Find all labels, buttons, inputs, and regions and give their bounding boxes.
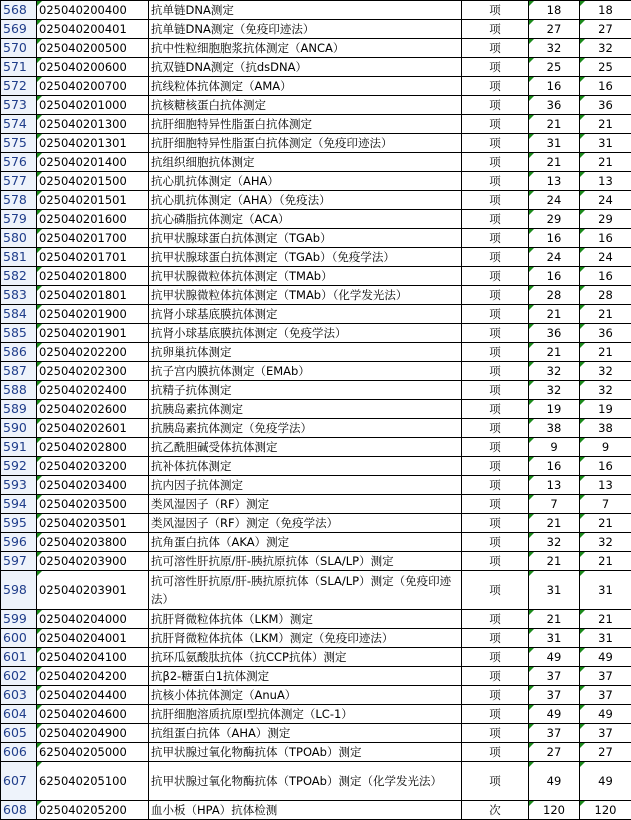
- price-cell-1[interactable]: 16: [529, 267, 580, 286]
- row-number-cell[interactable]: 578: [1, 191, 37, 210]
- price-cell-1[interactable]: 49: [529, 762, 580, 801]
- table-row[interactable]: [1, 533, 631, 552]
- item-name-cell[interactable]: 抗胰岛素抗体测定: [149, 400, 462, 419]
- row-number-cell[interactable]: 585: [1, 324, 37, 343]
- price-cell-2[interactable]: 120: [580, 801, 631, 820]
- price-cell-1[interactable]: 37: [529, 724, 580, 743]
- unit-cell[interactable]: 项: [462, 77, 529, 96]
- item-name-cell[interactable]: 抗双链DNA测定（抗dsDNA）: [149, 58, 462, 77]
- unit-cell[interactable]: 项: [462, 514, 529, 533]
- table-row[interactable]: [1, 153, 631, 172]
- item-name-cell[interactable]: 抗肝细胞特异性脂蛋白抗体测定: [149, 115, 462, 134]
- row-number-cell[interactable]: 589: [1, 400, 37, 419]
- table-row[interactable]: [1, 96, 631, 115]
- item-name-cell[interactable]: 血小板（HPA）抗体检测: [149, 801, 462, 820]
- item-name-cell[interactable]: 抗核小体抗体测定（AnuA）: [149, 686, 462, 705]
- row-number-cell[interactable]: 582: [1, 267, 37, 286]
- price-cell-1[interactable]: 13: [529, 476, 580, 495]
- table-row[interactable]: [1, 172, 631, 191]
- table-row[interactable]: [1, 457, 631, 476]
- item-code-cell[interactable]: 025040201800: [37, 267, 149, 286]
- item-name-cell[interactable]: 抗内因子抗体测定: [149, 476, 462, 495]
- table-row[interactable]: [1, 362, 631, 381]
- row-number-cell[interactable]: 568: [1, 1, 37, 20]
- price-cell-2[interactable]: 21: [580, 115, 631, 134]
- item-name-cell[interactable]: 抗甲状腺过氧化物酶抗体（TPOAb）测定: [149, 743, 462, 762]
- item-name-cell[interactable]: 抗组蛋白抗体（AHA）测定: [149, 724, 462, 743]
- price-cell-1[interactable]: 31: [529, 571, 580, 610]
- item-code-cell[interactable]: 025040202300: [37, 362, 149, 381]
- row-number-cell[interactable]: 569: [1, 20, 37, 39]
- unit-cell[interactable]: 项: [462, 476, 529, 495]
- price-cell-2[interactable]: 24: [580, 248, 631, 267]
- price-cell-2[interactable]: 28: [580, 286, 631, 305]
- item-code-cell[interactable]: 025040204100: [37, 648, 149, 667]
- table-row[interactable]: [1, 400, 631, 419]
- table-row[interactable]: [1, 438, 631, 457]
- price-cell-1[interactable]: 18: [529, 1, 580, 20]
- item-name-cell[interactable]: 抗环瓜氨酸肽抗体（抗CCP抗体）测定: [149, 648, 462, 667]
- item-name-cell[interactable]: 抗甲状腺球蛋白抗体测定（TGAb）: [149, 229, 462, 248]
- unit-cell[interactable]: 项: [462, 381, 529, 400]
- unit-cell[interactable]: 项: [462, 419, 529, 438]
- item-code-cell[interactable]: 025040200600: [37, 58, 149, 77]
- price-cell-2[interactable]: 32: [580, 39, 631, 58]
- table-row[interactable]: [1, 743, 631, 762]
- table-row[interactable]: [1, 476, 631, 495]
- unit-cell[interactable]: 项: [462, 39, 529, 58]
- item-name-cell[interactable]: 抗肝细胞特异性脂蛋白抗体测定（免疫印迹法）: [149, 134, 462, 153]
- item-name-cell[interactable]: 抗心肌抗体测定（AHA）（免疫法）: [149, 191, 462, 210]
- item-code-cell[interactable]: 025040202601: [37, 419, 149, 438]
- item-name-cell[interactable]: 抗可溶性肝抗原/肝-胰抗原抗体（SLA/LP）测定（免疫印迹法）: [149, 571, 462, 610]
- item-code-cell[interactable]: 025040203900: [37, 552, 149, 571]
- price-cell-2[interactable]: 13: [580, 476, 631, 495]
- price-cell-1[interactable]: 21: [529, 115, 580, 134]
- item-name-cell[interactable]: 抗心磷脂抗体测定（ACA）: [149, 210, 462, 229]
- item-name-cell[interactable]: 抗单链DNA测定: [149, 1, 462, 20]
- table-row[interactable]: [1, 552, 631, 571]
- price-cell-2[interactable]: 24: [580, 191, 631, 210]
- item-code-cell[interactable]: 025040202200: [37, 343, 149, 362]
- item-name-cell[interactable]: 抗中性粒细胞胞浆抗体测定（ANCA）: [149, 39, 462, 58]
- item-name-cell[interactable]: 抗胰岛素抗体测定（免疫学法）: [149, 419, 462, 438]
- price-cell-2[interactable]: 49: [580, 762, 631, 801]
- table-row[interactable]: [1, 134, 631, 153]
- item-code-cell[interactable]: 025040204900: [37, 724, 149, 743]
- item-code-cell[interactable]: 025040201900: [37, 305, 149, 324]
- price-cell-1[interactable]: 25: [529, 58, 580, 77]
- item-code-cell[interactable]: 025040201700: [37, 229, 149, 248]
- table-row[interactable]: [1, 58, 631, 77]
- price-cell-1[interactable]: 32: [529, 381, 580, 400]
- price-cell-2[interactable]: 37: [580, 667, 631, 686]
- item-name-cell[interactable]: 抗β2-糖蛋白1抗体测定: [149, 667, 462, 686]
- row-number-cell[interactable]: 573: [1, 96, 37, 115]
- item-code-cell[interactable]: 025040202800: [37, 438, 149, 457]
- item-code-cell[interactable]: 025040201500: [37, 172, 149, 191]
- table-row[interactable]: [1, 324, 631, 343]
- table-row[interactable]: [1, 801, 631, 820]
- row-number-cell[interactable]: 571: [1, 58, 37, 77]
- row-number-cell[interactable]: 579: [1, 210, 37, 229]
- price-cell-1[interactable]: 49: [529, 705, 580, 724]
- price-cell-2[interactable]: 16: [580, 457, 631, 476]
- item-code-cell[interactable]: 025040201600: [37, 210, 149, 229]
- table-row[interactable]: [1, 77, 631, 96]
- item-code-cell[interactable]: 025040202600: [37, 400, 149, 419]
- item-code-cell[interactable]: 025040201901: [37, 324, 149, 343]
- unit-cell[interactable]: 项: [462, 667, 529, 686]
- row-number-cell[interactable]: 577: [1, 172, 37, 191]
- item-name-cell[interactable]: 抗核糖核蛋白抗体测定: [149, 96, 462, 115]
- unit-cell[interactable]: 项: [462, 724, 529, 743]
- price-cell-1[interactable]: 37: [529, 686, 580, 705]
- unit-cell[interactable]: 项: [462, 210, 529, 229]
- row-number-cell[interactable]: 592: [1, 457, 37, 476]
- row-number-cell[interactable]: 580: [1, 229, 37, 248]
- item-code-cell[interactable]: 025040205200: [37, 801, 149, 820]
- price-cell-2[interactable]: 36: [580, 96, 631, 115]
- row-number-cell[interactable]: 597: [1, 552, 37, 571]
- item-code-cell[interactable]: 025040201400: [37, 153, 149, 172]
- table-row[interactable]: [1, 610, 631, 629]
- price-cell-1[interactable]: 28: [529, 286, 580, 305]
- table-row[interactable]: [1, 248, 631, 267]
- unit-cell[interactable]: 项: [462, 762, 529, 801]
- item-code-cell[interactable]: 025040201501: [37, 191, 149, 210]
- item-code-cell[interactable]: 025040203501: [37, 514, 149, 533]
- price-cell-2[interactable]: 16: [580, 229, 631, 248]
- unit-cell[interactable]: 项: [462, 286, 529, 305]
- price-cell-2[interactable]: 36: [580, 324, 631, 343]
- table-row[interactable]: [1, 762, 631, 801]
- price-cell-1[interactable]: 16: [529, 229, 580, 248]
- item-name-cell[interactable]: 抗可溶性肝抗原/肝-胰抗原抗体（SLA/LP）测定: [149, 552, 462, 571]
- price-cell-1[interactable]: 36: [529, 324, 580, 343]
- table-row[interactable]: [1, 286, 631, 305]
- item-code-cell[interactable]: 025040204000: [37, 610, 149, 629]
- table-row[interactable]: [1, 210, 631, 229]
- price-cell-2[interactable]: 21: [580, 610, 631, 629]
- price-cell-2[interactable]: 31: [580, 629, 631, 648]
- price-cell-2[interactable]: 21: [580, 514, 631, 533]
- unit-cell[interactable]: 项: [462, 495, 529, 514]
- unit-cell[interactable]: 次: [462, 801, 529, 820]
- price-cell-2[interactable]: 7: [580, 495, 631, 514]
- row-number-cell[interactable]: 595: [1, 514, 37, 533]
- item-code-cell[interactable]: 025040203901: [37, 571, 149, 610]
- item-name-cell[interactable]: 抗组织细胞抗体测定: [149, 153, 462, 172]
- unit-cell[interactable]: 项: [462, 248, 529, 267]
- item-code-cell[interactable]: 025040200401: [37, 20, 149, 39]
- item-code-cell[interactable]: 025040202400: [37, 381, 149, 400]
- table-row[interactable]: [1, 686, 631, 705]
- price-cell-1[interactable]: 36: [529, 96, 580, 115]
- unit-cell[interactable]: 项: [462, 457, 529, 476]
- item-name-cell[interactable]: 抗甲状腺微粒体抗体测定（TMAb）: [149, 267, 462, 286]
- table-row[interactable]: [1, 229, 631, 248]
- row-number-cell[interactable]: 586: [1, 343, 37, 362]
- row-number-cell[interactable]: 581: [1, 248, 37, 267]
- unit-cell[interactable]: 项: [462, 743, 529, 762]
- item-code-cell[interactable]: 025040203200: [37, 457, 149, 476]
- unit-cell[interactable]: 项: [462, 438, 529, 457]
- price-cell-1[interactable]: 21: [529, 552, 580, 571]
- price-cell-1[interactable]: 32: [529, 39, 580, 58]
- row-number-cell[interactable]: 594: [1, 495, 37, 514]
- row-number-cell[interactable]: 572: [1, 77, 37, 96]
- price-cell-2[interactable]: 32: [580, 381, 631, 400]
- item-name-cell[interactable]: 抗乙酰胆碱受体抗体测定: [149, 438, 462, 457]
- unit-cell[interactable]: 项: [462, 533, 529, 552]
- item-code-cell[interactable]: 025040201801: [37, 286, 149, 305]
- unit-cell[interactable]: 项: [462, 610, 529, 629]
- price-cell-1[interactable]: 38: [529, 419, 580, 438]
- price-cell-2[interactable]: 27: [580, 20, 631, 39]
- row-number-cell[interactable]: 596: [1, 533, 37, 552]
- table-row[interactable]: [1, 267, 631, 286]
- item-code-cell[interactable]: 625040205000: [37, 743, 149, 762]
- item-name-cell[interactable]: 抗补体抗体测定: [149, 457, 462, 476]
- price-cell-1[interactable]: 120: [529, 801, 580, 820]
- item-name-cell[interactable]: 抗甲状腺过氧化物酶抗体（TPOAb）测定（化学发光法）: [149, 762, 462, 801]
- item-name-cell[interactable]: 抗甲状腺球蛋白抗体测定（TGAb）（免疫学法）: [149, 248, 462, 267]
- price-cell-2[interactable]: 49: [580, 648, 631, 667]
- price-cell-2[interactable]: 25: [580, 58, 631, 77]
- price-cell-1[interactable]: 24: [529, 248, 580, 267]
- price-cell-2[interactable]: 16: [580, 267, 631, 286]
- price-cell-2[interactable]: 9: [580, 438, 631, 457]
- row-number-cell[interactable]: 607: [1, 762, 37, 801]
- unit-cell[interactable]: 项: [462, 20, 529, 39]
- unit-cell[interactable]: 项: [462, 191, 529, 210]
- table-row[interactable]: [1, 571, 631, 610]
- unit-cell[interactable]: 项: [462, 400, 529, 419]
- price-cell-2[interactable]: 37: [580, 724, 631, 743]
- unit-cell[interactable]: 项: [462, 686, 529, 705]
- table-row[interactable]: [1, 191, 631, 210]
- row-number-cell[interactable]: 608: [1, 801, 37, 820]
- table-row[interactable]: [1, 20, 631, 39]
- item-name-cell[interactable]: 抗肾小球基底膜抗体测定: [149, 305, 462, 324]
- price-cell-1[interactable]: 9: [529, 438, 580, 457]
- item-code-cell[interactable]: 625040205100: [37, 762, 149, 801]
- unit-cell[interactable]: 项: [462, 552, 529, 571]
- unit-cell[interactable]: 项: [462, 58, 529, 77]
- price-cell-2[interactable]: 38: [580, 419, 631, 438]
- table-row[interactable]: [1, 667, 631, 686]
- unit-cell[interactable]: 项: [462, 629, 529, 648]
- row-number-cell[interactable]: 606: [1, 743, 37, 762]
- row-number-cell[interactable]: 600: [1, 629, 37, 648]
- row-number-cell[interactable]: 574: [1, 115, 37, 134]
- table-row[interactable]: [1, 495, 631, 514]
- item-code-cell[interactable]: 025040200500: [37, 39, 149, 58]
- price-cell-2[interactable]: 37: [580, 686, 631, 705]
- item-code-cell[interactable]: 025040201701: [37, 248, 149, 267]
- price-cell-1[interactable]: 37: [529, 667, 580, 686]
- price-cell-1[interactable]: 16: [529, 77, 580, 96]
- row-number-cell[interactable]: 601: [1, 648, 37, 667]
- price-cell-2[interactable]: 21: [580, 305, 631, 324]
- item-code-cell[interactable]: 025040204600: [37, 705, 149, 724]
- price-cell-1[interactable]: 13: [529, 172, 580, 191]
- item-code-cell[interactable]: 025040203500: [37, 495, 149, 514]
- row-number-cell[interactable]: 599: [1, 610, 37, 629]
- item-name-cell[interactable]: 抗子宫内膜抗体测定（EMAb）: [149, 362, 462, 381]
- table-row[interactable]: [1, 629, 631, 648]
- row-number-cell[interactable]: 605: [1, 724, 37, 743]
- table-row[interactable]: [1, 648, 631, 667]
- item-code-cell[interactable]: 025040201300: [37, 115, 149, 134]
- row-number-cell[interactable]: 576: [1, 153, 37, 172]
- unit-cell[interactable]: 项: [462, 1, 529, 20]
- price-cell-1[interactable]: 7: [529, 495, 580, 514]
- unit-cell[interactable]: 项: [462, 115, 529, 134]
- unit-cell[interactable]: 项: [462, 134, 529, 153]
- table-row[interactable]: [1, 514, 631, 533]
- item-name-cell[interactable]: 抗肝肾微粒体抗体（LKM）测定（免疫印迹法）: [149, 629, 462, 648]
- unit-cell[interactable]: 项: [462, 96, 529, 115]
- item-name-cell[interactable]: 抗心肌抗体测定（AHA）: [149, 172, 462, 191]
- price-cell-1[interactable]: 16: [529, 457, 580, 476]
- item-code-cell[interactable]: 025040201000: [37, 96, 149, 115]
- row-number-cell[interactable]: 593: [1, 476, 37, 495]
- table-row[interactable]: [1, 115, 631, 134]
- price-cell-1[interactable]: 31: [529, 629, 580, 648]
- row-number-cell[interactable]: 588: [1, 381, 37, 400]
- row-number-cell[interactable]: 590: [1, 419, 37, 438]
- table-row[interactable]: [1, 39, 631, 58]
- item-name-cell[interactable]: 类风湿因子（RF）测定: [149, 495, 462, 514]
- price-cell-1[interactable]: 21: [529, 305, 580, 324]
- item-code-cell[interactable]: 025040204001: [37, 629, 149, 648]
- row-number-cell[interactable]: 583: [1, 286, 37, 305]
- item-code-cell[interactable]: 025040200700: [37, 77, 149, 96]
- table-row[interactable]: [1, 419, 631, 438]
- unit-cell[interactable]: 项: [462, 343, 529, 362]
- price-cell-2[interactable]: 31: [580, 571, 631, 610]
- row-number-cell[interactable]: 591: [1, 438, 37, 457]
- price-cell-2[interactable]: 31: [580, 134, 631, 153]
- price-cell-2[interactable]: 16: [580, 77, 631, 96]
- price-cell-1[interactable]: 24: [529, 191, 580, 210]
- price-cell-1[interactable]: 32: [529, 362, 580, 381]
- item-code-cell[interactable]: 025040203400: [37, 476, 149, 495]
- item-code-cell[interactable]: 025040201301: [37, 134, 149, 153]
- price-cell-1[interactable]: 29: [529, 210, 580, 229]
- table-row[interactable]: [1, 705, 631, 724]
- price-cell-1[interactable]: 49: [529, 648, 580, 667]
- item-name-cell[interactable]: 抗肾小球基底膜抗体测定（免疫学法）: [149, 324, 462, 343]
- price-cell-1[interactable]: 19: [529, 400, 580, 419]
- unit-cell[interactable]: 项: [462, 267, 529, 286]
- table-row[interactable]: [1, 381, 631, 400]
- table-row[interactable]: [1, 343, 631, 362]
- row-number-cell[interactable]: 598: [1, 571, 37, 610]
- item-name-cell[interactable]: 抗精子抗体测定: [149, 381, 462, 400]
- item-code-cell[interactable]: 025040203800: [37, 533, 149, 552]
- price-cell-1[interactable]: 21: [529, 514, 580, 533]
- unit-cell[interactable]: 项: [462, 324, 529, 343]
- item-code-cell[interactable]: 025040200400: [37, 1, 149, 20]
- price-cell-2[interactable]: 21: [580, 552, 631, 571]
- item-name-cell[interactable]: 类风湿因子（RF）测定（免疫学法）: [149, 514, 462, 533]
- price-cell-1[interactable]: 21: [529, 610, 580, 629]
- item-code-cell[interactable]: 025040204200: [37, 667, 149, 686]
- price-cell-2[interactable]: 27: [580, 743, 631, 762]
- unit-cell[interactable]: 项: [462, 648, 529, 667]
- row-number-cell[interactable]: 603: [1, 686, 37, 705]
- unit-cell[interactable]: 项: [462, 705, 529, 724]
- price-cell-1[interactable]: 32: [529, 533, 580, 552]
- item-name-cell[interactable]: 抗甲状腺微粒体抗体测定（TMAb）（化学发光法）: [149, 286, 462, 305]
- item-name-cell[interactable]: 抗线粒体抗体测定（AMA）: [149, 77, 462, 96]
- row-number-cell[interactable]: 570: [1, 39, 37, 58]
- price-cell-1[interactable]: 21: [529, 343, 580, 362]
- item-code-cell[interactable]: 025040204400: [37, 686, 149, 705]
- price-cell-2[interactable]: 21: [580, 153, 631, 172]
- price-cell-2[interactable]: 32: [580, 533, 631, 552]
- row-number-cell[interactable]: 587: [1, 362, 37, 381]
- table-row[interactable]: [1, 1, 631, 20]
- unit-cell[interactable]: 项: [462, 305, 529, 324]
- item-name-cell[interactable]: 抗角蛋白抗体（AKA）测定: [149, 533, 462, 552]
- row-number-cell[interactable]: 575: [1, 134, 37, 153]
- row-number-cell[interactable]: 604: [1, 705, 37, 724]
- unit-cell[interactable]: 项: [462, 229, 529, 248]
- price-cell-2[interactable]: 29: [580, 210, 631, 229]
- price-cell-2[interactable]: 13: [580, 172, 631, 191]
- price-cell-2[interactable]: 32: [580, 362, 631, 381]
- row-number-cell[interactable]: 602: [1, 667, 37, 686]
- price-cell-1[interactable]: 27: [529, 743, 580, 762]
- unit-cell[interactable]: 项: [462, 571, 529, 610]
- price-cell-1[interactable]: 31: [529, 134, 580, 153]
- price-cell-2[interactable]: 21: [580, 343, 631, 362]
- price-cell-2[interactable]: 49: [580, 705, 631, 724]
- item-name-cell[interactable]: 抗肝肾微粒体抗体（LKM）测定: [149, 610, 462, 629]
- item-name-cell[interactable]: 抗卵巢抗体测定: [149, 343, 462, 362]
- unit-cell[interactable]: 项: [462, 153, 529, 172]
- unit-cell[interactable]: 项: [462, 172, 529, 191]
- table-row[interactable]: [1, 724, 631, 743]
- price-cell-1[interactable]: 27: [529, 20, 580, 39]
- table-row[interactable]: [1, 305, 631, 324]
- price-cell-1[interactable]: 21: [529, 153, 580, 172]
- item-name-cell[interactable]: 抗单链DNA测定（免疫印迹法）: [149, 20, 462, 39]
- row-number-cell[interactable]: 584: [1, 305, 37, 324]
- price-cell-2[interactable]: 18: [580, 1, 631, 20]
- unit-cell[interactable]: 项: [462, 362, 529, 381]
- table-body: [1, 1, 631, 820]
- price-cell-2[interactable]: 19: [580, 400, 631, 419]
- item-name-cell[interactable]: 抗肝细胞溶质抗原I型抗体测定（LC-1）: [149, 705, 462, 724]
